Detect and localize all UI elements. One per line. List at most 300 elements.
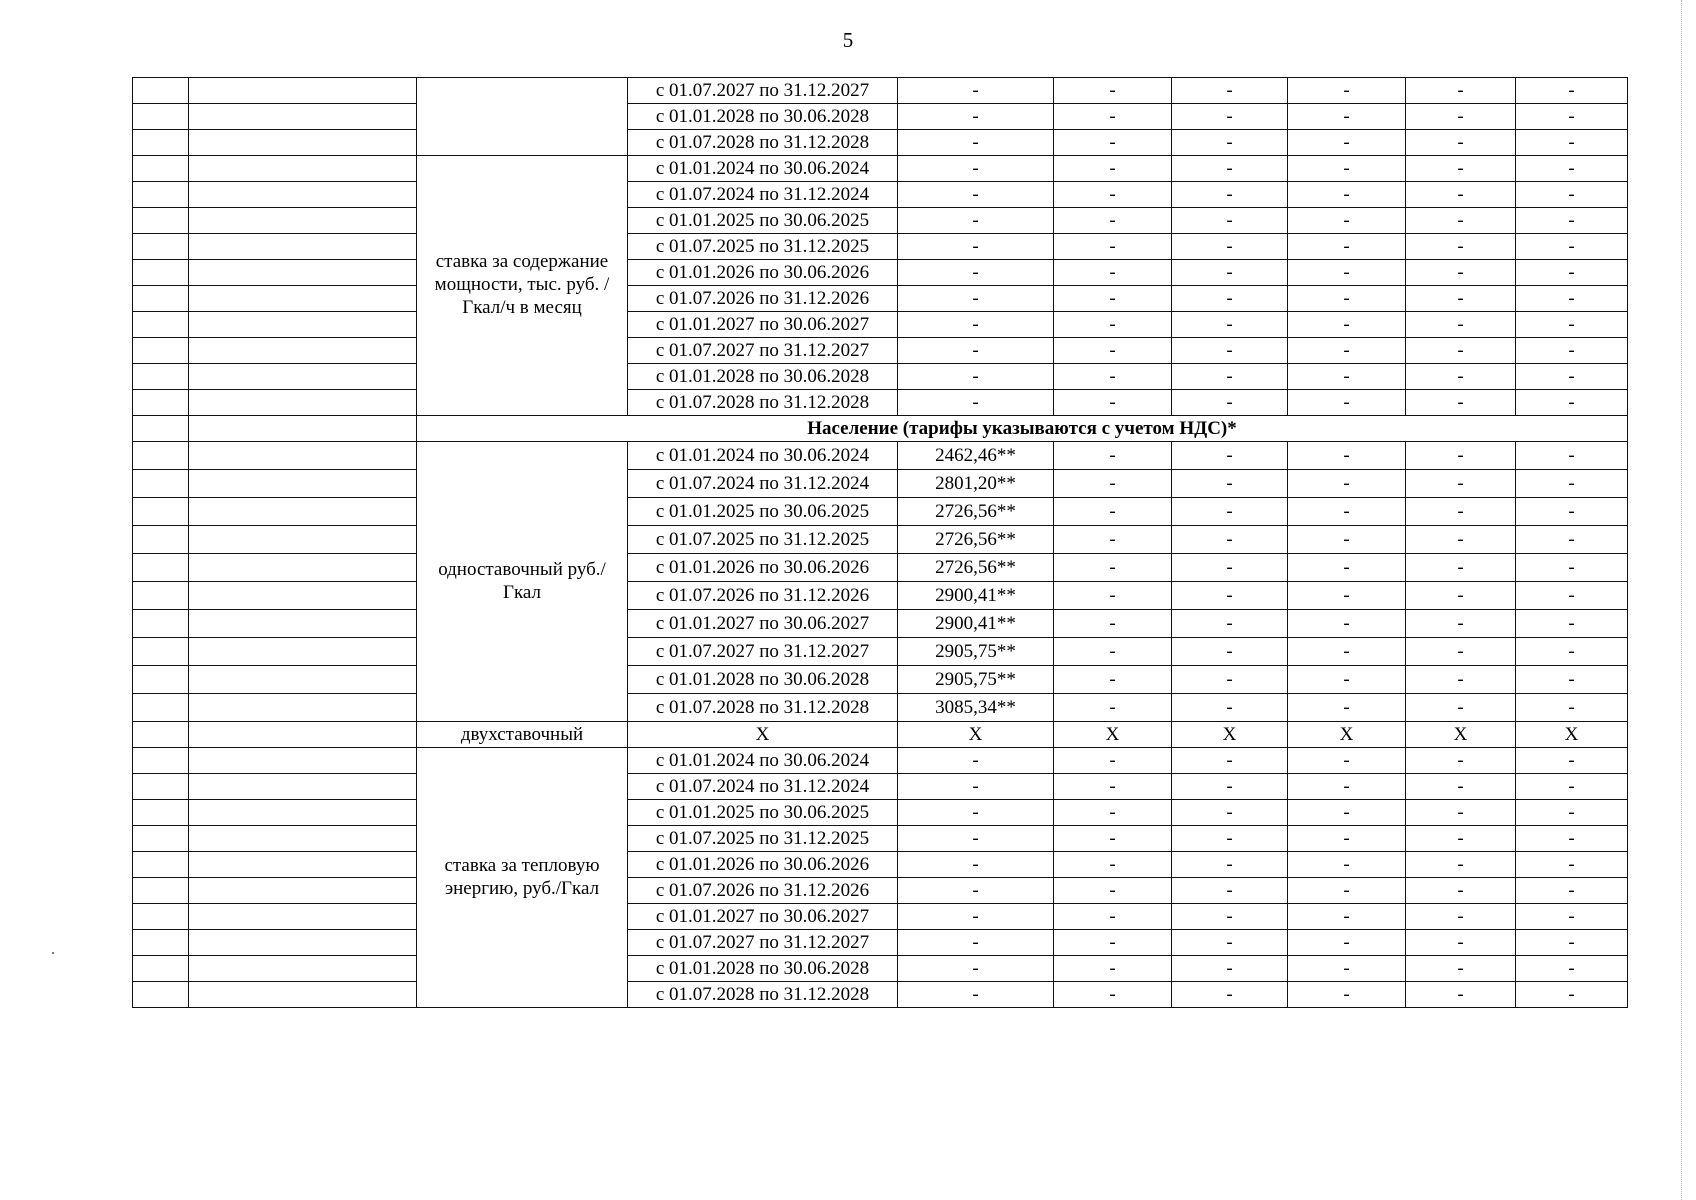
indicator-name-cell bbox=[189, 312, 417, 338]
value-cell: - bbox=[1406, 800, 1516, 826]
value-cell: - bbox=[1288, 526, 1406, 554]
value-cell: - bbox=[1172, 130, 1288, 156]
value-cell: - bbox=[1172, 498, 1288, 526]
value-cell: - bbox=[1516, 956, 1628, 982]
value-cell: - bbox=[1406, 774, 1516, 800]
table-row bbox=[133, 554, 1628, 582]
row-number-cell bbox=[133, 526, 189, 554]
cross-mark-cell: Х bbox=[1406, 722, 1516, 748]
tariff-value-cell: 2905,75** bbox=[898, 638, 1054, 666]
cross-mark-cell: Х bbox=[1516, 722, 1628, 748]
value-cell: - bbox=[1054, 774, 1172, 800]
value-cell: - bbox=[1516, 694, 1628, 722]
table-row bbox=[133, 638, 1628, 666]
tariff-value-cell: 2900,41** bbox=[898, 582, 1054, 610]
value-cell: - bbox=[1516, 638, 1628, 666]
row-number-cell bbox=[133, 208, 189, 234]
period-cell: с 01.01.2025 по 30.06.2025 bbox=[628, 498, 898, 526]
value-cell: - bbox=[1406, 78, 1516, 104]
value-cell: - bbox=[1172, 638, 1288, 666]
row-number-cell bbox=[133, 930, 189, 956]
period-cell: с 01.01.2026 по 30.06.2026 bbox=[628, 260, 898, 286]
value-cell: - bbox=[1406, 930, 1516, 956]
row-number-cell bbox=[133, 416, 189, 442]
value-cell: - bbox=[1406, 390, 1516, 416]
table-row bbox=[133, 956, 1628, 982]
value-cell: - bbox=[1288, 470, 1406, 498]
value-cell: - bbox=[1172, 286, 1288, 312]
value-cell: - bbox=[1054, 982, 1172, 1008]
row-number-cell bbox=[133, 260, 189, 286]
value-cell: - bbox=[1406, 982, 1516, 1008]
value-cell: - bbox=[1406, 748, 1516, 774]
value-cell: - bbox=[1054, 498, 1172, 526]
period-cell: с 01.07.2027 по 31.12.2027 bbox=[628, 930, 898, 956]
row-number-cell bbox=[133, 774, 189, 800]
table-row bbox=[133, 390, 1628, 416]
value-cell: - bbox=[1288, 930, 1406, 956]
value-cell: - bbox=[1516, 498, 1628, 526]
value-cell: - bbox=[1406, 826, 1516, 852]
value-cell: - bbox=[1172, 208, 1288, 234]
table-row bbox=[133, 748, 1628, 774]
value-cell: - bbox=[1172, 666, 1288, 694]
row-number-cell bbox=[133, 78, 189, 104]
value-cell: - bbox=[1516, 748, 1628, 774]
value-cell: - bbox=[1288, 638, 1406, 666]
value-cell: - bbox=[1288, 800, 1406, 826]
value-cell: - bbox=[1406, 526, 1516, 554]
value-cell: - bbox=[898, 182, 1054, 208]
row-number-cell bbox=[133, 722, 189, 748]
value-cell: - bbox=[898, 774, 1054, 800]
value-cell: - bbox=[1406, 234, 1516, 260]
tariff-value-cell: 3085,34** bbox=[898, 694, 1054, 722]
row-number-cell bbox=[133, 956, 189, 982]
indicator-name-cell bbox=[189, 390, 417, 416]
row-number-cell bbox=[133, 826, 189, 852]
period-cell: с 01.07.2027 по 31.12.2027 bbox=[628, 338, 898, 364]
tariff-value-cell: 2801,20** bbox=[898, 470, 1054, 498]
indicator-name-cell bbox=[189, 364, 417, 390]
value-cell: - bbox=[1516, 852, 1628, 878]
value-cell: - bbox=[1172, 554, 1288, 582]
row-number-cell bbox=[133, 364, 189, 390]
indicator-name-cell bbox=[189, 638, 417, 666]
value-cell: - bbox=[1516, 904, 1628, 930]
indicator-name-cell bbox=[189, 182, 417, 208]
period-cell: с 01.01.2026 по 30.06.2026 bbox=[628, 554, 898, 582]
period-cell: с 01.07.2028 по 31.12.2028 bbox=[628, 130, 898, 156]
cross-mark-cell: Х bbox=[628, 722, 898, 748]
period-cell: с 01.07.2028 по 31.12.2028 bbox=[628, 982, 898, 1008]
value-cell: - bbox=[1054, 260, 1172, 286]
value-cell: - bbox=[898, 878, 1054, 904]
table-row bbox=[133, 852, 1628, 878]
value-cell: - bbox=[1288, 956, 1406, 982]
value-cell: - bbox=[898, 286, 1054, 312]
value-cell: - bbox=[1054, 800, 1172, 826]
value-cell: - bbox=[1172, 826, 1288, 852]
value-cell: - bbox=[1288, 338, 1406, 364]
capacity-rate-label: ставка за содержание мощности, тыс. руб. /Гкал/ч в месяц bbox=[417, 156, 628, 416]
indicator-name-cell bbox=[189, 338, 417, 364]
indicator-name-cell bbox=[189, 416, 417, 442]
value-cell: - bbox=[1406, 638, 1516, 666]
row-number-cell bbox=[133, 470, 189, 498]
value-cell: - bbox=[898, 364, 1054, 390]
table-row bbox=[133, 582, 1628, 610]
cross-mark-cell: Х bbox=[1054, 722, 1172, 748]
value-cell: - bbox=[1054, 852, 1172, 878]
value-cell: - bbox=[898, 904, 1054, 930]
value-cell: - bbox=[1516, 982, 1628, 1008]
value-cell: - bbox=[898, 130, 1054, 156]
indicator-name-cell bbox=[189, 722, 417, 748]
value-cell: - bbox=[1054, 338, 1172, 364]
two-rate-label: двухставочный bbox=[417, 722, 628, 748]
row-number-cell bbox=[133, 582, 189, 610]
value-cell: - bbox=[1288, 852, 1406, 878]
indicator-name-cell bbox=[189, 498, 417, 526]
tariff-value-cell: 2462,46** bbox=[898, 442, 1054, 470]
period-cell: с 01.07.2025 по 31.12.2025 bbox=[628, 234, 898, 260]
value-cell: - bbox=[1288, 878, 1406, 904]
value-cell: - bbox=[1172, 470, 1288, 498]
table-row bbox=[133, 470, 1628, 498]
value-cell: - bbox=[1172, 338, 1288, 364]
row-number-cell bbox=[133, 182, 189, 208]
row-number-cell bbox=[133, 904, 189, 930]
value-cell: - bbox=[1172, 526, 1288, 554]
indicator-name-cell bbox=[189, 554, 417, 582]
value-cell: - bbox=[1172, 156, 1288, 182]
value-cell: - bbox=[1172, 852, 1288, 878]
value-cell: - bbox=[1288, 286, 1406, 312]
period-cell: с 01.07.2024 по 31.12.2024 bbox=[628, 470, 898, 498]
value-cell: - bbox=[898, 956, 1054, 982]
value-cell: - bbox=[1054, 470, 1172, 498]
table-row bbox=[133, 666, 1628, 694]
value-cell: - bbox=[1406, 878, 1516, 904]
value-cell: - bbox=[1516, 582, 1628, 610]
table-row bbox=[133, 130, 1628, 156]
value-cell: - bbox=[1406, 286, 1516, 312]
table-row bbox=[133, 904, 1628, 930]
tariff-value-cell: 2726,56** bbox=[898, 526, 1054, 554]
two-rate-row bbox=[133, 722, 1628, 748]
period-cell: с 01.01.2026 по 30.06.2026 bbox=[628, 852, 898, 878]
value-cell: - bbox=[1406, 182, 1516, 208]
value-cell: - bbox=[1406, 130, 1516, 156]
value-cell: - bbox=[1054, 748, 1172, 774]
indicator-name-cell bbox=[189, 470, 417, 498]
value-cell: - bbox=[1516, 130, 1628, 156]
value-cell: - bbox=[1054, 130, 1172, 156]
value-cell: - bbox=[1172, 956, 1288, 982]
row-number-cell bbox=[133, 104, 189, 130]
value-cell: - bbox=[1406, 312, 1516, 338]
value-cell: - bbox=[1406, 364, 1516, 390]
value-cell: - bbox=[1172, 442, 1288, 470]
value-cell: - bbox=[1288, 364, 1406, 390]
scan-dot-artifact bbox=[52, 952, 54, 954]
period-cell: с 01.07.2026 по 31.12.2026 bbox=[628, 286, 898, 312]
indicator-name-cell bbox=[189, 234, 417, 260]
row-number-cell bbox=[133, 498, 189, 526]
value-cell: - bbox=[898, 156, 1054, 182]
table-row bbox=[133, 878, 1628, 904]
scan-edge-artifact bbox=[1681, 0, 1684, 1200]
value-cell: - bbox=[1054, 364, 1172, 390]
row-number-cell bbox=[133, 694, 189, 722]
value-cell: - bbox=[1172, 234, 1288, 260]
period-cell: с 01.07.2024 по 31.12.2024 bbox=[628, 774, 898, 800]
value-cell: - bbox=[898, 826, 1054, 852]
indicator-name-cell bbox=[189, 878, 417, 904]
value-cell: - bbox=[1406, 208, 1516, 234]
value-cell: - bbox=[1516, 390, 1628, 416]
period-cell: с 01.07.2026 по 31.12.2026 bbox=[628, 582, 898, 610]
value-cell: - bbox=[898, 800, 1054, 826]
value-cell: - bbox=[1406, 498, 1516, 526]
period-cell: с 01.07.2028 по 31.12.2028 bbox=[628, 390, 898, 416]
value-cell: - bbox=[1288, 312, 1406, 338]
value-cell: - bbox=[1516, 260, 1628, 286]
indicator-name-cell bbox=[189, 130, 417, 156]
value-cell: - bbox=[1516, 442, 1628, 470]
value-cell: - bbox=[1406, 442, 1516, 470]
row-number-cell bbox=[133, 130, 189, 156]
table-row bbox=[133, 286, 1628, 312]
value-cell: - bbox=[1054, 878, 1172, 904]
value-cell: - bbox=[1172, 774, 1288, 800]
value-cell: - bbox=[1406, 582, 1516, 610]
value-cell: - bbox=[1406, 260, 1516, 286]
value-cell: - bbox=[1172, 610, 1288, 638]
indicator-name-cell bbox=[189, 904, 417, 930]
value-cell: - bbox=[1406, 554, 1516, 582]
value-cell: - bbox=[1288, 442, 1406, 470]
value-cell: - bbox=[1516, 104, 1628, 130]
value-cell: - bbox=[1054, 182, 1172, 208]
tariff-value-cell: 2726,56** bbox=[898, 554, 1054, 582]
period-cell: с 01.01.2027 по 30.06.2027 bbox=[628, 610, 898, 638]
single-rate-label: одноставочный руб./Гкал bbox=[417, 442, 628, 722]
value-cell: - bbox=[1054, 78, 1172, 104]
value-cell: - bbox=[1288, 104, 1406, 130]
tariff-table bbox=[132, 77, 1628, 1008]
value-cell: - bbox=[1516, 666, 1628, 694]
row-number-cell bbox=[133, 390, 189, 416]
value-cell: - bbox=[1054, 156, 1172, 182]
value-cell: - bbox=[1516, 774, 1628, 800]
period-cell: с 01.07.2025 по 31.12.2025 bbox=[628, 826, 898, 852]
value-cell: - bbox=[1172, 982, 1288, 1008]
value-cell: - bbox=[1054, 694, 1172, 722]
value-cell: - bbox=[898, 208, 1054, 234]
value-cell: - bbox=[1054, 286, 1172, 312]
value-cell: - bbox=[1516, 182, 1628, 208]
indicator-name-cell bbox=[189, 800, 417, 826]
value-cell: - bbox=[898, 234, 1054, 260]
value-cell: - bbox=[1172, 930, 1288, 956]
row-number-cell bbox=[133, 852, 189, 878]
value-cell: - bbox=[1172, 104, 1288, 130]
value-cell: - bbox=[1406, 956, 1516, 982]
value-cell: - bbox=[1054, 526, 1172, 554]
table-row bbox=[133, 156, 1628, 182]
value-cell: - bbox=[898, 982, 1054, 1008]
indicator-name-cell bbox=[189, 104, 417, 130]
period-cell: с 01.01.2027 по 30.06.2027 bbox=[628, 312, 898, 338]
period-cell: с 01.07.2024 по 31.12.2024 bbox=[628, 182, 898, 208]
cross-mark-cell: Х bbox=[1288, 722, 1406, 748]
value-cell: - bbox=[1288, 666, 1406, 694]
row-number-cell bbox=[133, 312, 189, 338]
value-cell: - bbox=[1516, 470, 1628, 498]
value-cell: - bbox=[1172, 182, 1288, 208]
value-cell: - bbox=[1288, 130, 1406, 156]
value-cell: - bbox=[1172, 582, 1288, 610]
value-cell: - bbox=[1288, 582, 1406, 610]
cross-mark-cell: Х bbox=[898, 722, 1054, 748]
period-cell: с 01.07.2025 по 31.12.2025 bbox=[628, 526, 898, 554]
value-cell: - bbox=[1288, 610, 1406, 638]
value-cell: - bbox=[1288, 982, 1406, 1008]
value-cell: - bbox=[1288, 694, 1406, 722]
table-row bbox=[133, 208, 1628, 234]
row-number-cell bbox=[133, 748, 189, 774]
row-number-cell bbox=[133, 286, 189, 312]
row-number-cell bbox=[133, 638, 189, 666]
value-cell: - bbox=[1516, 526, 1628, 554]
table-row bbox=[133, 610, 1628, 638]
table-row bbox=[133, 800, 1628, 826]
value-cell: - bbox=[1288, 904, 1406, 930]
row-number-cell bbox=[133, 554, 189, 582]
value-cell: - bbox=[1054, 904, 1172, 930]
value-cell: - bbox=[1516, 338, 1628, 364]
value-cell: - bbox=[1054, 666, 1172, 694]
value-cell: - bbox=[1516, 800, 1628, 826]
table-row bbox=[133, 982, 1628, 1008]
value-cell: - bbox=[1288, 826, 1406, 852]
table-row bbox=[133, 498, 1628, 526]
indicator-name-cell bbox=[189, 526, 417, 554]
indicator-name-cell bbox=[189, 582, 417, 610]
tariff-value-cell: 2905,75** bbox=[898, 666, 1054, 694]
indicator-name-cell bbox=[189, 694, 417, 722]
value-cell: - bbox=[1054, 956, 1172, 982]
value-cell: - bbox=[1516, 286, 1628, 312]
value-cell: - bbox=[1406, 694, 1516, 722]
value-cell: - bbox=[898, 930, 1054, 956]
value-cell: - bbox=[898, 338, 1054, 364]
section-heading: Население (тарифы указываются с учетом НДС)* bbox=[417, 416, 1628, 442]
indicator-name-cell bbox=[189, 748, 417, 774]
period-cell: с 01.01.2028 по 30.06.2028 bbox=[628, 666, 898, 694]
table-row bbox=[133, 826, 1628, 852]
row-number-cell bbox=[133, 610, 189, 638]
page-number: 5 bbox=[842, 28, 854, 52]
row-number-cell bbox=[133, 338, 189, 364]
period-cell: с 01.07.2027 по 31.12.2027 bbox=[628, 78, 898, 104]
table-row bbox=[133, 694, 1628, 722]
indicator-name-cell bbox=[189, 982, 417, 1008]
value-cell: - bbox=[1288, 498, 1406, 526]
period-cell: с 01.01.2024 по 30.06.2024 bbox=[628, 156, 898, 182]
period-cell: с 01.07.2027 по 31.12.2027 bbox=[628, 638, 898, 666]
tariff-value-cell: 2726,56** bbox=[898, 498, 1054, 526]
section-heading-row bbox=[133, 416, 1628, 442]
value-cell: - bbox=[1406, 104, 1516, 130]
value-cell: - bbox=[1054, 582, 1172, 610]
row-number-cell bbox=[133, 442, 189, 470]
value-cell: - bbox=[1516, 234, 1628, 260]
value-cell: - bbox=[1288, 78, 1406, 104]
value-cell: - bbox=[898, 852, 1054, 878]
value-cell: - bbox=[898, 78, 1054, 104]
value-cell: - bbox=[1054, 554, 1172, 582]
value-cell: - bbox=[1406, 156, 1516, 182]
value-cell: - bbox=[1054, 234, 1172, 260]
value-cell: - bbox=[1406, 338, 1516, 364]
value-cell: - bbox=[1054, 208, 1172, 234]
indicator-name-cell bbox=[189, 442, 417, 470]
value-cell: - bbox=[1054, 442, 1172, 470]
value-cell: - bbox=[1172, 364, 1288, 390]
value-cell: - bbox=[1054, 104, 1172, 130]
heat-energy-rate-label: ставка за тепловую энергию, руб./Гкал bbox=[417, 748, 628, 1008]
indicator-name-cell bbox=[189, 208, 417, 234]
indicator-name-cell bbox=[189, 610, 417, 638]
value-cell: - bbox=[1516, 78, 1628, 104]
period-cell: с 01.07.2028 по 31.12.2028 bbox=[628, 694, 898, 722]
value-cell: - bbox=[1172, 748, 1288, 774]
table-row bbox=[133, 104, 1628, 130]
indicator-name-cell bbox=[189, 78, 417, 104]
table-row bbox=[133, 526, 1628, 554]
value-cell: - bbox=[898, 260, 1054, 286]
table-row bbox=[133, 364, 1628, 390]
row-number-cell bbox=[133, 800, 189, 826]
value-cell: - bbox=[1516, 312, 1628, 338]
value-cell: - bbox=[1054, 390, 1172, 416]
period-cell: с 01.07.2026 по 31.12.2026 bbox=[628, 878, 898, 904]
value-cell: - bbox=[898, 312, 1054, 338]
value-cell: - bbox=[898, 748, 1054, 774]
value-cell: - bbox=[1288, 156, 1406, 182]
value-cell: - bbox=[1516, 826, 1628, 852]
period-cell: с 01.01.2024 по 30.06.2024 bbox=[628, 442, 898, 470]
row-number-cell bbox=[133, 666, 189, 694]
value-cell: - bbox=[1054, 312, 1172, 338]
value-cell: - bbox=[1172, 904, 1288, 930]
indicator-name-cell bbox=[189, 156, 417, 182]
table-row bbox=[133, 930, 1628, 956]
value-cell: - bbox=[1288, 774, 1406, 800]
value-cell: - bbox=[1172, 312, 1288, 338]
group-label-cell bbox=[417, 78, 628, 156]
cross-mark-cell: Х bbox=[1172, 722, 1288, 748]
table-row bbox=[133, 312, 1628, 338]
value-cell: - bbox=[1054, 930, 1172, 956]
value-cell: - bbox=[1516, 554, 1628, 582]
value-cell: - bbox=[1172, 694, 1288, 722]
row-number-cell bbox=[133, 156, 189, 182]
period-cell: с 01.01.2028 по 30.06.2028 bbox=[628, 364, 898, 390]
